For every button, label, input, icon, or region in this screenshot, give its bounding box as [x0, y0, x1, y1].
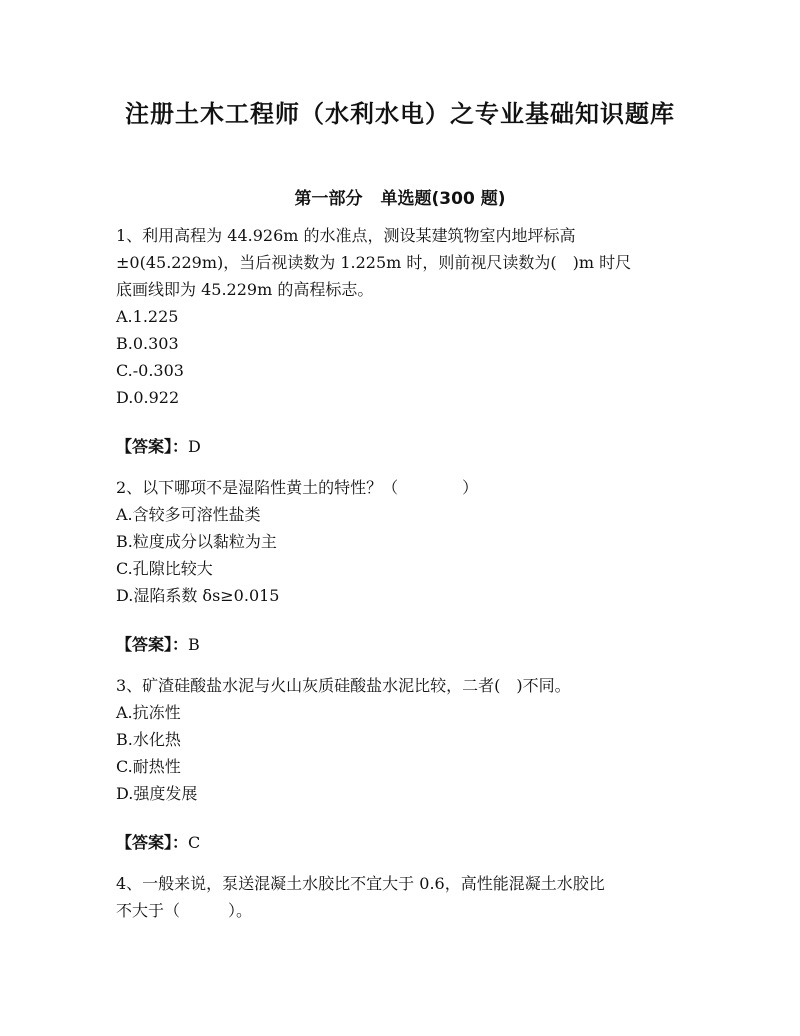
answer-value: D: [188, 437, 201, 456]
answer-option: A.含较多可溶性盐类: [116, 505, 261, 524]
answer-option: B.0.303: [116, 334, 179, 353]
answer-option: C.-0.303: [116, 361, 184, 380]
answer-option: A.1.225: [116, 307, 179, 326]
question-block: [116, 870, 696, 924]
answer-label: 【答案】：: [116, 833, 189, 852]
answer-label: 【答案】：: [116, 635, 189, 654]
answer-option: D.湿陷系数 δs≥0.015: [116, 586, 280, 605]
question-list: [116, 222, 696, 924]
answer-value: C: [188, 833, 201, 852]
question-stem-line: 不大于（ ）。: [116, 901, 253, 920]
question-stem-line: 3、矿渣硅酸盐水泥与火山灰质硅酸盐水泥比较，二者( )不同。: [116, 676, 571, 695]
answer-line: [116, 433, 696, 460]
question-stem-line: 底画线即为 45.229m 的高程标志。: [116, 280, 374, 299]
section-name: 单选题(300 题): [380, 189, 506, 209]
question-block: [116, 474, 696, 658]
answer-value: B: [188, 635, 200, 654]
question-block: [116, 222, 696, 460]
question-stem-line: 2、以下哪项不是湿陷性黄土的特性？（ ）: [116, 478, 479, 497]
document-title: 注册土木工程师（水利水电）之专业基础知识题库: [125, 100, 675, 128]
answer-label: 【答案】：: [116, 437, 189, 456]
question-stem-line: ±0(45.229m)，当后视读数为 1.225m 时，则前视尺读数为( )m 时尺: [116, 253, 632, 272]
section-part: 第一部分: [294, 189, 363, 209]
answer-line: [116, 631, 696, 658]
question-stem-line: 4、一般来说，泵送混凝土水胶比不宜大于 0.6，高性能混凝土水胶比: [116, 874, 605, 893]
answer-option: C.耐热性: [116, 757, 181, 776]
question-block: [116, 672, 696, 856]
section-heading: [0, 184, 800, 209]
question-stem-line: 1、利用高程为 44.926m 的水准点，测设某建筑物室内地坪标高: [116, 226, 576, 245]
answer-option: A.抗冻性: [116, 703, 181, 722]
answer-option: B.粒度成分以黏粒为主: [116, 532, 277, 551]
answer-option: D.0.922: [116, 388, 180, 407]
answer-line: [116, 829, 696, 856]
answer-option: B.水化热: [116, 730, 181, 749]
answer-option: D.强度发展: [116, 784, 198, 803]
answer-option: C.孔隙比较大: [116, 559, 213, 578]
